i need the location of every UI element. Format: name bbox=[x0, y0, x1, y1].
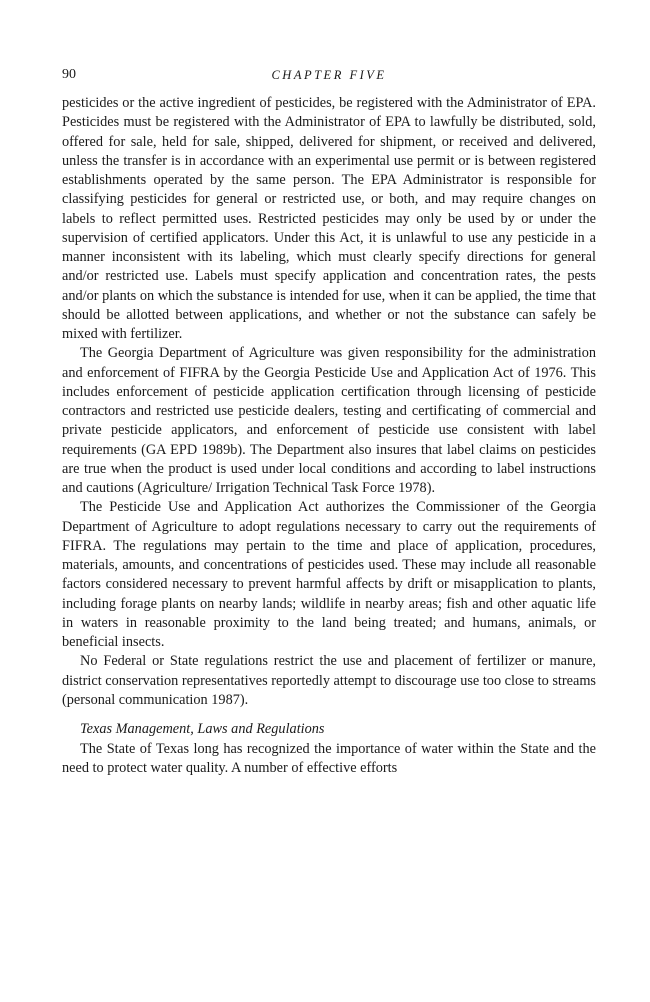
section-heading-texas: Texas Management, Laws and Regulations bbox=[80, 721, 325, 737]
running-head bbox=[62, 64, 596, 86]
book-page bbox=[62, 64, 596, 779]
paragraph-georgia-department: The Georgia Department of Agriculture was given responsibility for the administration and enforcement of FIFRA by the Georgia Pesticide Use and Application Act of 1976. This includes enforcement of pesticide application certification through licensing of pesticide contractors and restricted use pesticide dealers, testing and certificating of commercial and private pesticide applicators, and enforcement of pesticide use consistent with label requirements (GA EPD 1989b). The Department also insures that label claims on pesticides are true when the product is used under local conditions and according to label instructions and cautions (Agriculture/ Irrigation Technical Task Force 1978). bbox=[62, 345, 596, 496]
chapter-title: CHAPTER FIVE bbox=[271, 68, 387, 82]
paragraph-texas: The State of Texas long has recognized the importance of water within the State and the need to protect water quality. A number of effective efforts bbox=[62, 741, 596, 777]
page-number: 90 bbox=[62, 67, 76, 82]
body-text bbox=[62, 94, 596, 779]
paragraph-fertilizer: No Federal or State regulations restrict the use and placement of fertilizer or manure, district conservation representatives reportedly attempt to discourage use too close to streams (personal communication 1987). bbox=[62, 653, 596, 708]
paragraph-pesticide-act: The Pesticide Use and Application Act authorizes the Commissioner of the Georgia Department of Agriculture to adopt regulations necessary to carry out the requirements of FIFRA. The regulations may pertain to the time and place of application, procedures, materials, amounts, and concentrations of pesticides used. These may include all reasonable factors considered necessary to prevent harmful affects by drift or misapplication to plants, including forage plants on nearby lands; wildlife in nearby areas; fish and other aquatic life in waters in reasonable proximity to the land being treated; and humans, animals, or beneficial insects. bbox=[62, 499, 596, 650]
paragraph-continued: pesticides or the active ingredient of pesticides, be registered with the Administrator of EPA. Pesticides must be registered with the Administrator of EPA to lawfully be distributed, sold, offered for sale, held for sale, shipped, delivered for shipment, or received and delivered, unless the transfer is in accordance with an experimental use permit or is between registered establishments operated by the same person. The EPA Administrator is responsible for classifying pesticides for general or restricted use, or both, and may require changes on labels to reflect permitted uses. Restricted pesticides may only be used by or under the supervision of certified applicators. Under this Act, it is unlawful to use any pesticide in a manner inconsistent with its labeling, which must clearly specify directions for general and/or restricted use. Labels must specify application and concentration rates, the pests and/or plants on which the substance is intended for use, when it can be applied, the time that should be allotted between applications, and whether or not the substance can safely be mixed with fertilizer. bbox=[62, 95, 597, 342]
